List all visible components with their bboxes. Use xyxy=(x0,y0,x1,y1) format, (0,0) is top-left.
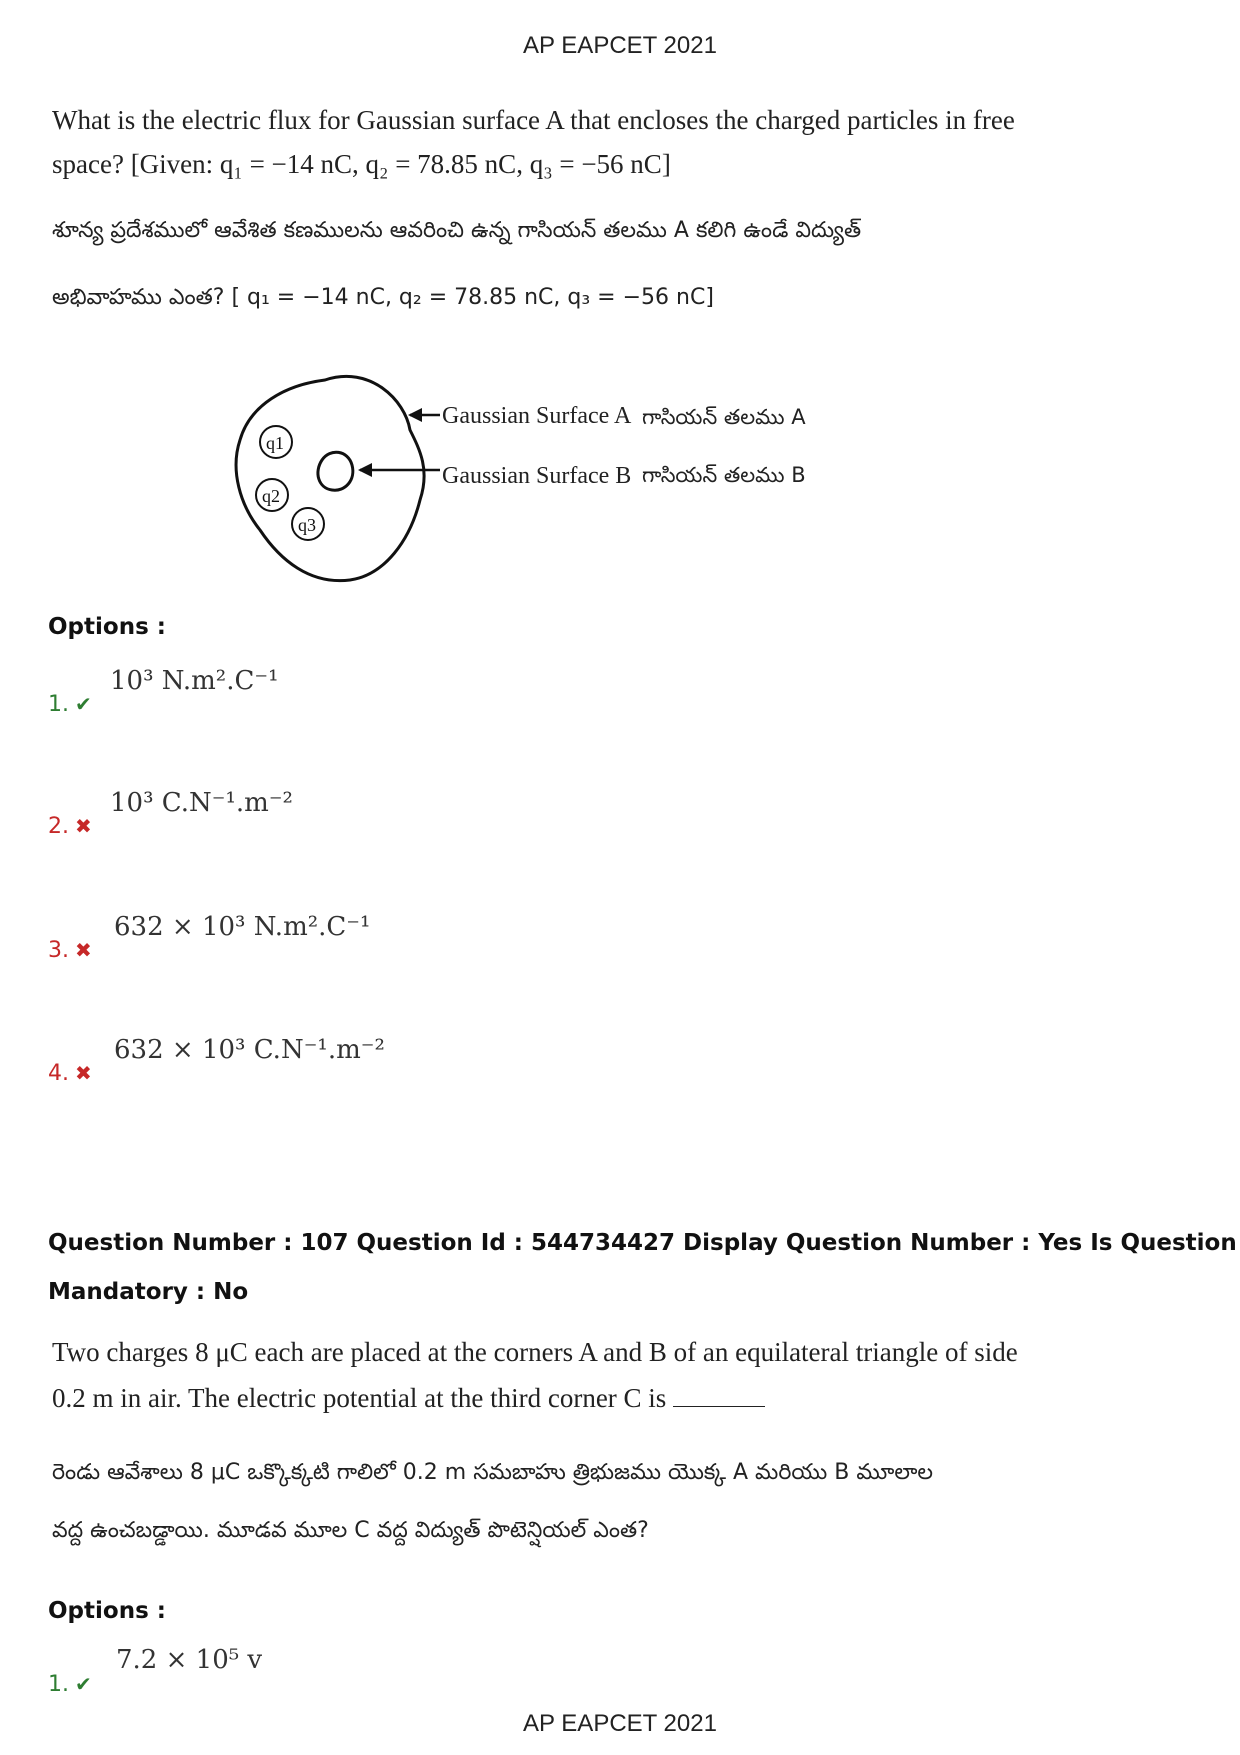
label-gaussian-surface-b: Gaussian Surface B xyxy=(442,463,632,489)
option-106-1-value: 10³ N.m².C⁻¹ xyxy=(110,666,279,696)
option-number: 3. xyxy=(48,938,69,963)
option-number: 1. xyxy=(48,692,69,717)
option-106-3 xyxy=(48,938,92,963)
charge-q1-label: q1 xyxy=(266,433,284,453)
question-107-meta-line-1: Question Number : 107 Question Id : 544734427 Display Question Number : Yes Is Question xyxy=(48,1230,1237,1256)
question-107-telugu-line-2: వద్ద ఉంచబడ్డాయి. మూడవ మూల C వద్ద విద్యుత్ పొటెన్షియల్ ఎంత? xyxy=(52,1518,649,1543)
answer-blank xyxy=(673,1405,765,1407)
option-107-1 xyxy=(48,1672,92,1697)
correct-check-icon: ✔ xyxy=(75,692,92,716)
option-106-2-value: 10³ C.N⁻¹.m⁻² xyxy=(110,788,293,818)
option-number: 1. xyxy=(48,1672,69,1697)
question-107-english-line-1: Two charges 8 μC each are placed at the corners A and B of an equilateral triangle of side xyxy=(52,1337,1018,1367)
wrong-cross-icon: ✖ xyxy=(75,814,92,838)
options-label-106: Options : xyxy=(48,614,166,640)
question-106-english-line-2: space? [Given: q₁ = −14 nC, q₂ = 78.85 nC, q₃ = −56 nC] xyxy=(52,149,671,179)
arrow-b-icon xyxy=(358,463,372,477)
question-107-english-line-2-text: 0.2 m in air. The electric potential at the third corner C is xyxy=(52,1383,667,1413)
option-number: 2. xyxy=(48,814,69,839)
options-label-107: Options : xyxy=(48,1598,166,1624)
arrow-a-icon xyxy=(408,408,422,422)
question-106-telugu-line-2: అభివాహము ఎంత? [ q₁ = −14 nC, q₂ = 78.85 nC, q₃ = −56 nC] xyxy=(52,285,714,310)
option-106-4-value: 632 × 10³ C.N⁻¹.m⁻² xyxy=(114,1035,385,1065)
label-gaussian-surface-a: Gaussian Surface A xyxy=(442,403,632,429)
wrong-cross-icon: ✖ xyxy=(75,938,92,962)
gaussian-surface-a-outline xyxy=(236,376,424,580)
wrong-cross-icon: ✖ xyxy=(75,1061,92,1085)
question-106-english-line-1: What is the electric flux for Gaussian surface A that encloses the charged particles in free xyxy=(52,105,1015,135)
option-107-1-value: 7.2 × 10⁵ v xyxy=(116,1645,263,1675)
option-number: 4. xyxy=(48,1061,69,1086)
label-gaussian-surface-b-telugu: గాసియన్ తలము B xyxy=(642,463,806,487)
question-107-meta-line-2: Mandatory : No xyxy=(48,1279,249,1305)
charge-q2-label: q2 xyxy=(262,486,280,506)
gaussian-surface-b-outline xyxy=(318,452,353,490)
option-106-4 xyxy=(48,1061,92,1086)
page-header: AP EAPCET 2021 xyxy=(523,32,717,59)
page-footer: AP EAPCET 2021 xyxy=(523,1710,717,1737)
option-106-3-value: 632 × 10³ N.m².C⁻¹ xyxy=(114,912,371,942)
question-106-telugu-line-1: శూన్య ప్రదేశములో ఆవేశిత కణములను ఆవరించి ఉన్న గాసియన్ తలము A కలిగి ఉండే విద్యుత్ xyxy=(52,218,862,243)
correct-check-icon: ✔ xyxy=(75,1672,92,1696)
question-107-telugu-line-1: రెండు ఆవేశాలు 8 μC ఒక్కొక్కటి గాలిలో 0.2 m సమబాహు త్రిభుజము యొక్క A మరియు B మూలాల xyxy=(52,1460,933,1485)
question-107-english-line-2 xyxy=(52,1376,765,1420)
option-106-1 xyxy=(48,692,92,717)
charge-q3-label: q3 xyxy=(298,515,316,535)
label-gaussian-surface-a-telugu: గాసియన్ తలము A xyxy=(642,405,806,429)
option-106-2 xyxy=(48,814,92,839)
